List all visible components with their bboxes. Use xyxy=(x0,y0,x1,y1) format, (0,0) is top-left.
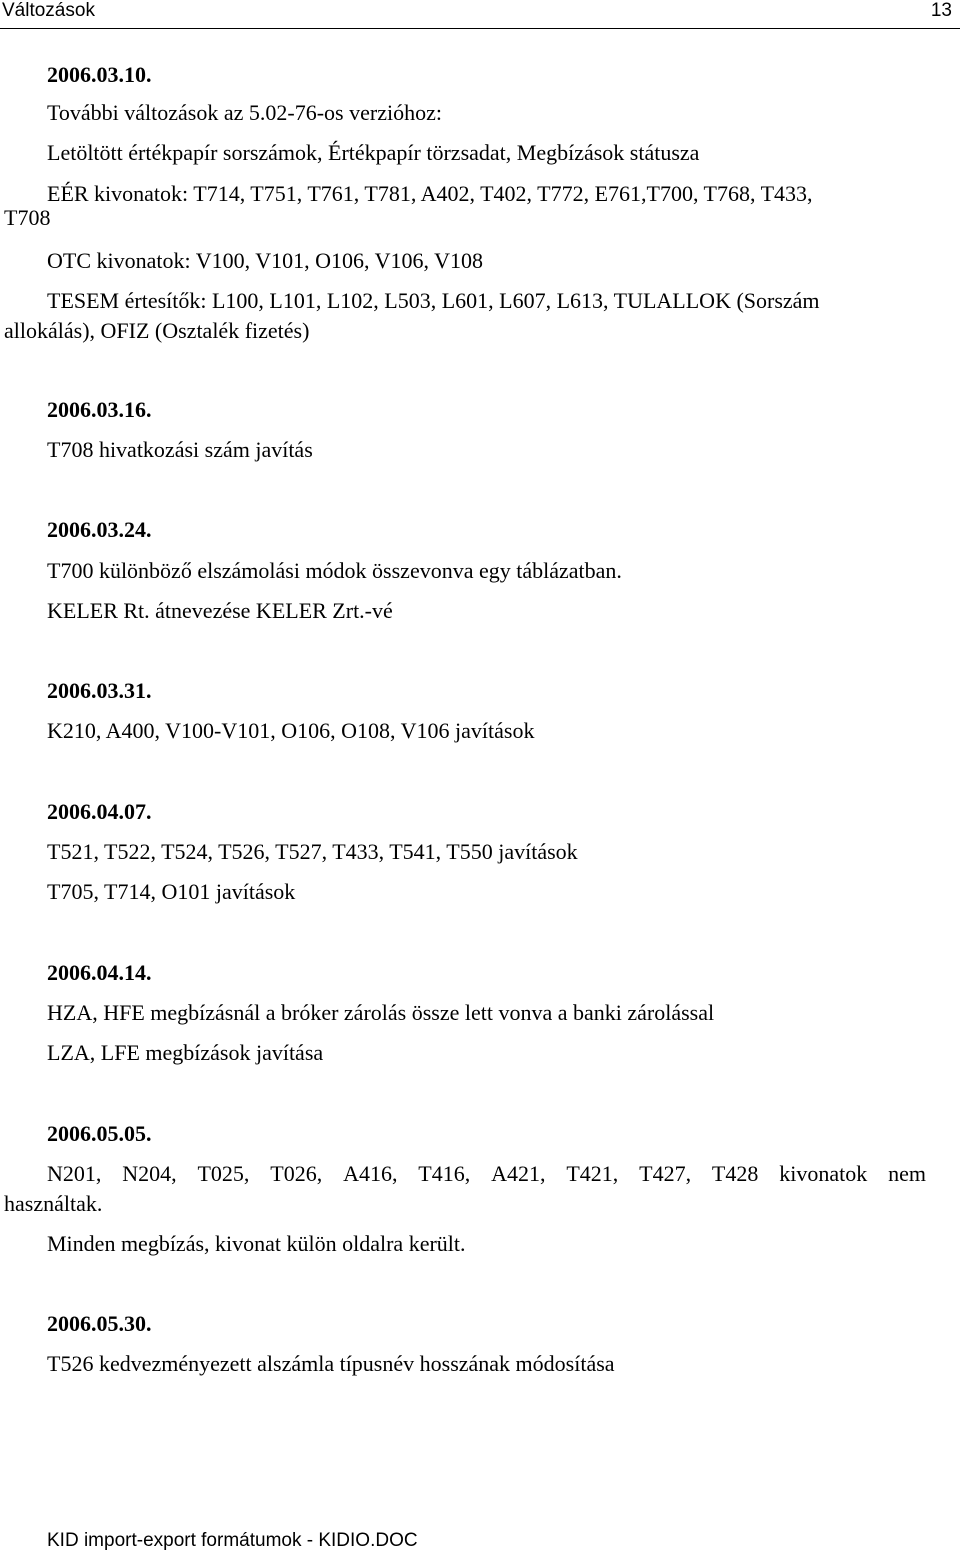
section-date: 2006.03.31. xyxy=(47,678,152,703)
section-line: T526 kedvezményezett alszámla típusnév hosszának módosítása xyxy=(47,1351,615,1376)
justified-line xyxy=(47,1159,926,1189)
section-line: EÉR kivonatok: T714, T751, T761, T781, A402, T402, T772, E761,T700, T768, T433, xyxy=(47,181,813,206)
section-line-continuation: allokálás), OFIZ (Osztalék fizetés) xyxy=(4,318,310,343)
word: N201, xyxy=(47,1161,102,1186)
section-date: 2006.03.24. xyxy=(47,517,152,542)
section-line-continuation: használtak. xyxy=(4,1191,103,1216)
section-date: 2006.03.16. xyxy=(47,397,152,422)
section-line: K210, A400, V100-V101, O106, O108, V106 javítások xyxy=(47,718,535,743)
section-line: KELER Rt. átnevezése KELER Zrt.-vé xyxy=(47,598,393,623)
section-date: 2006.05.30. xyxy=(47,1311,152,1336)
section-line: T521, T522, T524, T526, T527, T433, T541, T550 javítások xyxy=(47,839,578,864)
header-title: Változások xyxy=(2,0,95,21)
word: T427, xyxy=(639,1161,692,1186)
word: T416, xyxy=(418,1161,471,1186)
section-date: 2006.03.10. xyxy=(47,62,152,87)
section-line: T705, T714, O101 javítások xyxy=(47,879,296,904)
word: nem xyxy=(888,1161,926,1186)
word: T026, xyxy=(270,1161,323,1186)
section-line: T700 különböző elszámolási módok összevonva egy táblázatban. xyxy=(47,558,622,583)
word: A421, xyxy=(491,1161,546,1186)
word: T421, xyxy=(566,1161,619,1186)
section-line: LZA, LFE megbízások javítása xyxy=(47,1040,324,1065)
section-date: 2006.04.07. xyxy=(47,799,152,824)
section-line: OTC kivonatok: V100, V101, O106, V106, V108 xyxy=(47,248,483,273)
section-date: 2006.05.05. xyxy=(47,1121,152,1146)
page-header xyxy=(0,0,960,24)
section-line: HZA, HFE megbízásnál a bróker zárolás össze lett vonva a banki zárolással xyxy=(47,1000,715,1025)
section-line: Minden megbízás, kivonat külön oldalra került. xyxy=(47,1231,466,1256)
section-line: Letöltött értékpapír sorszámok, Értékpapír törzsadat, Megbízások státusza xyxy=(47,140,700,165)
header-page-number: 13 xyxy=(930,0,952,21)
section-date: 2006.04.14. xyxy=(47,960,152,985)
word: T428 xyxy=(711,1161,759,1186)
section-line: További változások az 5.02-76-os verzióhoz: xyxy=(47,100,442,125)
header-rule xyxy=(0,28,960,29)
word: T025, xyxy=(197,1161,250,1186)
section-line-continuation: T708 xyxy=(4,205,51,230)
section-line: TESEM értesítők: L100, L101, L102, L503, L601, L607, L613, TULALLOK (Sorszám xyxy=(47,288,820,313)
word: A416, xyxy=(343,1161,398,1186)
page-footer: KID import-export formátumok - KIDIO.DOC xyxy=(47,1530,418,1551)
word: N204, xyxy=(122,1161,177,1186)
section-line: T708 hivatkozási szám javítás xyxy=(47,437,313,462)
word: kivonatok xyxy=(779,1161,868,1186)
